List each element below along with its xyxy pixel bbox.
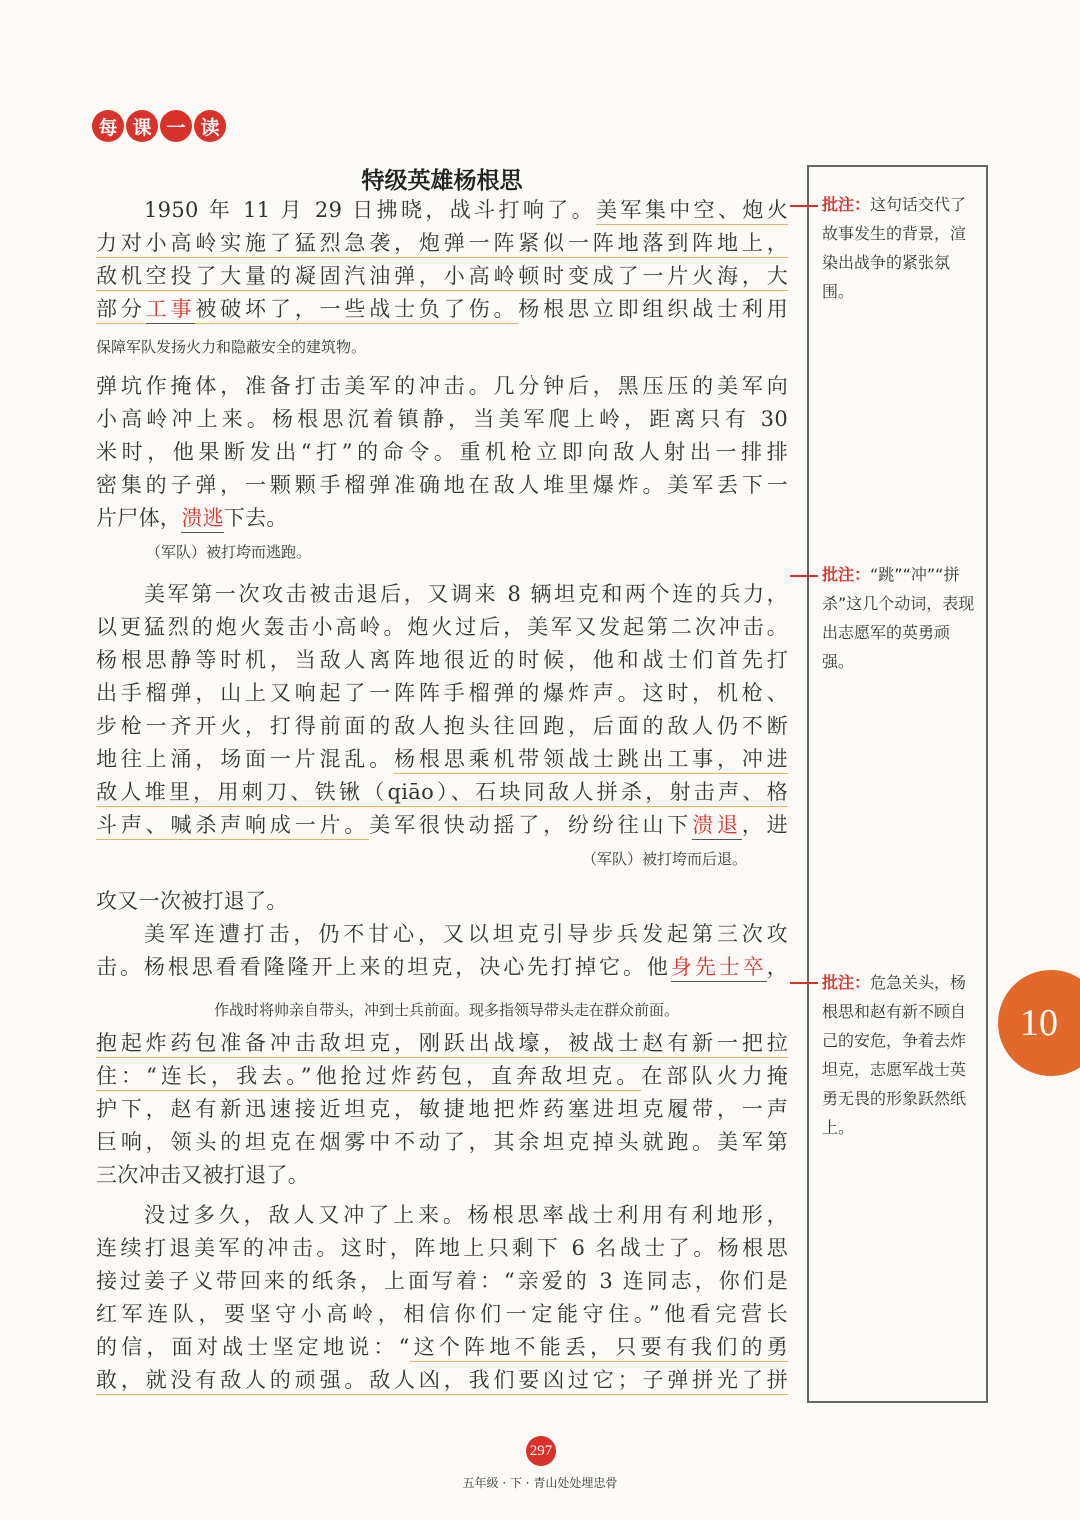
keyword-highlight: 溃退	[692, 813, 742, 840]
note-connector	[790, 982, 818, 984]
page-number: 297	[526, 1436, 556, 1466]
annotated-phrase: 杨根思乘机带领战士跳出工事，冲进	[394, 747, 788, 774]
text-segment: 攻又一次被打退了。	[96, 889, 288, 913]
annotation-column-bottom-border	[807, 1401, 988, 1403]
text-segment: 没过多久，敌人又冲了上来。杨根思率战士利用有利地形，	[144, 1203, 788, 1227]
note-label: 批注：	[822, 195, 871, 214]
note-text: 危急关头，杨根思和赵有新不顾自己的安危，争着去炸坦克，志愿军战士英勇无畏的形象跃然纸上。	[822, 973, 967, 1137]
text-line	[96, 953, 788, 983]
text-line	[96, 295, 788, 325]
text-line	[96, 1095, 788, 1125]
text-segment: ，进	[741, 813, 788, 837]
gloss-shenxianshizu: 作战时将帅亲自带头，冲到士兵前面。现多指领导带头走在群众前面。	[214, 1001, 680, 1019]
text-segment: 接过姜子义带回来的纸条，上面写着：“亲爱的 3 连同志，你们是	[96, 1269, 788, 1293]
annotation-column-top-border	[807, 165, 988, 167]
annotation-column-left-border	[807, 165, 809, 1402]
note-connector	[790, 575, 818, 577]
text-line	[96, 196, 788, 226]
annotated-phrase: 敢，就没有敌人的顽强。敌人凶，我们要凶过它；子弹拼光了拼	[96, 1368, 788, 1395]
annotated-phrase: 敌机空投了大量的凝固汽油弹，小高岭顿时变成了一片火海，大	[96, 264, 788, 291]
text-segment: 在部队火力掩	[641, 1064, 788, 1088]
text-line	[96, 887, 788, 917]
text-segment: 美军连遭打击，仍不甘心，又以坦克引导步兵发起第三次攻	[144, 922, 788, 946]
annotated-phrase: 美军集中空、炮火	[596, 198, 788, 225]
note-label: 批注：	[822, 565, 871, 584]
gloss-gongshi: 保障军队发扬火力和隐蔽安全的建筑物。	[96, 338, 367, 356]
text-segment: 的信，面对战士坚定地说：“	[96, 1335, 410, 1359]
section-badge	[92, 110, 226, 142]
text-segment: 三次冲击又被打退了。	[96, 1163, 309, 1187]
text-line	[96, 438, 788, 468]
annotation-note-1	[822, 190, 978, 306]
note-label: 批注：	[822, 973, 871, 992]
text-segment: 步枪一齐开火，打得前面的敌人抱头往回跑，后面的敌人仍不断	[96, 714, 788, 738]
chapter-tab: 10	[998, 970, 1080, 1076]
text-segment: 美军第一次攻击被击退后，又调来 8 辆坦克和两个连的兵力，	[144, 582, 788, 606]
text-line	[96, 229, 788, 259]
text-segment: 出手榴弹，山上又响起了一阵阵手榴弹的爆炸声。这时，机枪、	[96, 681, 788, 705]
text-segment: 米时，他果断发出“打”的命令。重机枪立即向敌人射出一排排	[96, 440, 788, 464]
text-segment: 红军连队，要坚守小高岭，相信你们一定能守住。”他看完营长	[96, 1302, 788, 1326]
text-line	[96, 712, 788, 742]
text-line	[96, 1161, 788, 1191]
annotated-phrase: 抱起炸药包准备冲击敌坦克，刚跃出战壕，被战士赵有新一把拉	[96, 1031, 788, 1058]
keyword-highlight: 工事	[146, 297, 196, 324]
text-segment: ，	[766, 955, 788, 979]
text-line	[96, 405, 788, 435]
text-segment: 击。杨根思看看隆隆开上来的坦克，决心先打掉它。他	[96, 955, 671, 979]
badge-char: 每	[92, 110, 124, 142]
text-line	[96, 646, 788, 676]
text-line	[96, 1234, 788, 1264]
annotation-note-2	[822, 560, 978, 676]
gloss-kuitui: （军队）被打垮而后退。	[582, 850, 748, 868]
text-segment: 连续打退美军的冲击。这时，阵地上只剩下 6 名战士了。杨根思	[96, 1236, 788, 1260]
text-segment: 杨根思立即组织战士利用	[518, 297, 788, 321]
text-segment: 美军很快动摇了，纷纷往山下	[369, 813, 693, 837]
text-line	[96, 778, 788, 808]
text-line	[96, 1201, 788, 1231]
keyword-highlight: 身先士卒	[671, 955, 767, 982]
text-line	[96, 372, 788, 402]
text-line	[96, 1300, 788, 1330]
text-line	[96, 1062, 788, 1092]
text-segment: 杨根思静等时机，当敌人离阵地很近的时候，他和战士们首先打	[96, 648, 788, 672]
text-segment: 下去。	[223, 506, 288, 530]
annotation-note-3	[822, 968, 978, 1142]
text-segment: 护下，赵有新迅速接近坦克，敏捷地把炸药塞进坦克履带，一声	[96, 1097, 788, 1121]
page-footer: 五年级 · 下 · 青山处处埋忠骨	[462, 1476, 618, 1490]
text-segment: 1950 年 11 月 29 日拂晓，战斗打响了。	[144, 198, 597, 222]
text-segment: 巨响，领头的坦克在烟雾中不动了，其余坦克掉头就跑。美军第	[96, 1130, 788, 1154]
text-line	[96, 580, 788, 610]
annotated-phrase: 住：“连长，我去。”他抢过炸药包，直奔敌坦克。	[96, 1064, 641, 1091]
text-segment: 密集的子弹，一颗颗手榴弹准确地在敌人堆里爆炸。美军丢下一	[96, 473, 788, 497]
annotated-phrase: 斗声、喊杀声响成一片。	[96, 813, 369, 840]
gloss-kuitao: （军队）被打垮而逃跑。	[146, 543, 312, 561]
annotated-phrase: 部分	[96, 297, 146, 324]
annotated-phrase: 被破坏了，一些战士负了伤。	[195, 297, 518, 324]
annotated-phrase: 敌人堆里，用刺刀、铁锹（qiāo）、石块同敌人拼杀，射击声、格	[96, 780, 788, 807]
text-line	[96, 1333, 788, 1363]
annotated-phrase: 力对小高岭实施了猛烈急袭，炮弹一阵紧似一阵地落到阵地上，	[96, 231, 788, 258]
badge-char: 课	[126, 110, 158, 142]
note-text: “跳”“冲”“拼杀”这几个动词，表现出志愿军的英勇顽强。	[822, 565, 975, 671]
badge-char: 读	[194, 110, 226, 142]
keyword-highlight: 溃逃	[181, 506, 224, 533]
article-title: 特级英雄杨根思	[361, 168, 523, 194]
text-line	[96, 504, 788, 534]
text-line	[96, 1267, 788, 1297]
text-line	[96, 262, 788, 292]
text-line	[96, 920, 788, 950]
text-segment: 片尸体，	[96, 506, 182, 530]
text-segment: 小高岭冲上来。杨根思沉着镇静，当美军爬上岭，距离只有 30	[96, 407, 788, 431]
text-segment: 地往上涌，场面一片混乱。	[96, 747, 395, 771]
text-line	[96, 1366, 788, 1396]
text-line	[96, 471, 788, 501]
text-line	[96, 1029, 788, 1059]
text-line	[96, 1128, 788, 1158]
text-line	[96, 811, 788, 841]
annotated-phrase: 这个阵地不能丢，只要有我们的勇	[410, 1335, 788, 1362]
text-segment: 弹坑作掩体，准备打击美军的冲击。几分钟后，黑压压的美军向	[96, 374, 788, 398]
note-connector	[790, 205, 818, 207]
annotation-column-right-border	[986, 165, 988, 1402]
text-line	[96, 745, 788, 775]
note-text: 这句话交代了故事发生的背景，渲染出战争的紧张氛围。	[822, 195, 967, 301]
text-segment: 以更猛烈的炮火轰击小高岭。炮火过后，美军又发起第二次冲击。	[96, 615, 788, 639]
text-line	[96, 679, 788, 709]
badge-char: 一	[160, 110, 192, 142]
text-line	[96, 613, 788, 643]
